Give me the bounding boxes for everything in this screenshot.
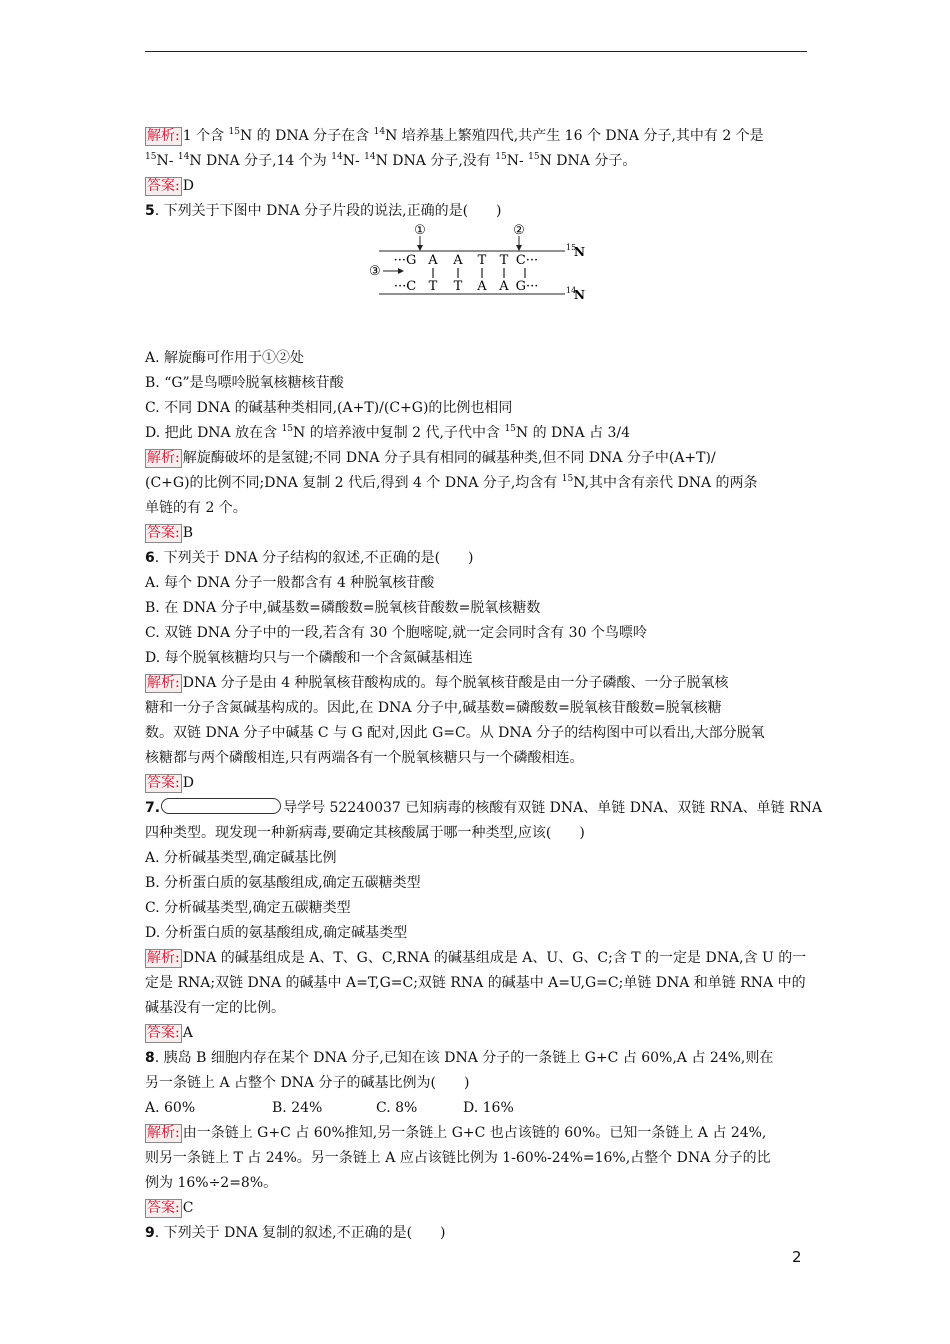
hydrogen-bonds: [433, 268, 525, 278]
q5-stem: [145, 201, 502, 221]
q8-analysis-2: [145, 1148, 771, 1168]
bottom-base: T: [428, 279, 438, 294]
q7-answer: [145, 1023, 193, 1043]
q6-d: [145, 648, 473, 668]
marker-1-arrowhead: [417, 245, 423, 251]
text-run: 由一条链上 G+C 占 60%推知,另一条链上 G+C 也占该链的 60%。已知一条链上 A 占 24%,: [182, 1125, 767, 1141]
dna-fragment-figure: [367, 220, 587, 305]
answer-tag: 答案:: [147, 1200, 180, 1216]
text-run: 单链的有 2 个。: [145, 500, 247, 516]
text-run: N 的 DNA 占 3/4: [515, 425, 631, 441]
header-rule: [145, 51, 807, 52]
text-run: N-: [156, 153, 178, 169]
q7-a: [145, 848, 336, 868]
text-run: C. 不同 DNA 的碱基种类相同,(A+T)/(C+G)的比例也相同: [145, 400, 513, 416]
question-number: 8: [145, 1050, 155, 1066]
top-base: T: [499, 253, 509, 268]
top-strand-label-sup: 15: [566, 243, 577, 252]
q6-answer: [145, 773, 194, 793]
top-base: A: [428, 253, 438, 268]
option-c: C. 8%: [376, 1100, 418, 1116]
top-base: A: [453, 253, 463, 268]
option-a: A. 60%: [145, 1100, 196, 1116]
q6-stem: [145, 548, 474, 568]
text-run: N-: [506, 153, 529, 169]
text-run: 例为 16%÷2=8%。: [145, 1175, 278, 1191]
text-run: 另一条链上 A 占整个 DNA 分子的碱基比例为( ): [145, 1075, 470, 1091]
q7-stem-2: [145, 823, 585, 843]
q8-analysis-1: [145, 1123, 766, 1143]
q7-b: [145, 873, 421, 893]
text-run: 导学号 52240037 已知病毒的核酸有双链 DNA、单链 DNA、双链 RNA、单链 RNA: [283, 800, 823, 816]
bottom-strand-label: N: [574, 288, 585, 302]
bottom-base: ···C: [393, 279, 417, 294]
q7-d: [145, 923, 407, 943]
isotope-superscript: 15: [281, 424, 294, 434]
text-run: N 培养基上繁殖四代,共产生 16 个 DNA 分子,其中有 2 个是: [385, 128, 764, 144]
q6-analysis-1: [145, 673, 729, 693]
text-run: . 胰岛 B 细胞内存在某个 DNA 分子,已知在该 DNA 分子的一条链上 G+C 占 60%,A 占 24%,则在: [154, 1050, 774, 1066]
bottom-base: A: [499, 279, 509, 294]
bottom-base: T: [453, 279, 463, 294]
answer-tag: 答案:: [147, 1025, 180, 1041]
bottom-strand-label-sup: 14: [566, 286, 577, 295]
question-number: 7: [145, 800, 155, 816]
text-run: A. 解旋酶可作用于①②处: [145, 350, 305, 366]
q6-c: [145, 623, 647, 643]
q4-answer: [145, 176, 194, 196]
question-number-dot: .: [154, 800, 161, 816]
q7-c: [145, 898, 351, 918]
q7-stem-1: [145, 798, 822, 818]
text-run: N-: [342, 153, 365, 169]
q6-analysis-3: [145, 723, 765, 743]
q5-c: [145, 398, 512, 418]
text-run: N,其中含有亲代 DNA 的两条: [573, 475, 758, 491]
text-run: B. “G”是鸟嘌呤脱氧核糖核苷酸: [145, 375, 344, 391]
text-run: N 的 DNA 分子在含: [239, 128, 374, 144]
q5-analysis-3: [145, 498, 247, 518]
q6-b: [145, 598, 540, 618]
isotope-superscript: 14: [331, 152, 343, 162]
q5-answer: [145, 523, 193, 543]
q5-analysis-1: [145, 448, 716, 468]
q7-analysis-1: [145, 948, 806, 968]
top-base: ···G: [393, 253, 417, 268]
bottom-base: A: [477, 279, 487, 294]
text-run: . 下列关于 DNA 复制的叙述,不正确的是( ): [154, 1225, 446, 1241]
text-run: D. 分析蛋白质的氨基酸组成,确定碱基类型: [145, 925, 408, 941]
text-run: A. 分析碱基类型,确定碱基比例: [145, 850, 337, 866]
q4-analysis-2: [145, 151, 636, 171]
text-run: 解旋酶破坏的是氢键;不同 DNA 分子具有相同的碱基种类,但不同 DNA 分子中(A+T)/: [182, 450, 716, 466]
question-number: 5: [145, 203, 155, 219]
text-run: DNA 的碱基组成是 A、T、G、C,RNA 的碱基组成是 A、U、G、C;含 T 的一定是 DNA,含 U 的一: [182, 950, 807, 966]
question-number: 6: [145, 550, 155, 566]
isotope-superscript: 15: [495, 152, 507, 162]
question-number: 9: [145, 1225, 155, 1241]
analysis-tag: 解析:: [147, 1125, 180, 1141]
text-run: N DNA 分子。: [539, 153, 637, 169]
q6-a: [145, 573, 434, 593]
text-run: N DNA 分子,14 个为: [189, 153, 332, 169]
option-b: B. 24%: [272, 1100, 323, 1116]
isotope-superscript: 15: [561, 474, 574, 484]
q7-analysis-2: [145, 973, 806, 993]
answer-tag: 答案:: [147, 775, 180, 791]
q6-analysis-4: [145, 748, 583, 768]
marker-2: ②: [513, 223, 525, 238]
isotope-superscript: 14: [364, 152, 376, 162]
top-base: C···: [515, 253, 539, 268]
q5-analysis-2: [145, 473, 758, 493]
marker-3-arrowhead: [398, 268, 404, 274]
answer-tag: 答案:: [147, 525, 180, 541]
isotope-superscript: 15: [504, 424, 516, 434]
q9-stem: [145, 1223, 446, 1243]
text-run: 定是 RNA;双链 DNA 的碱基中 A=T,G=C;双链 RNA 的碱基中 A=U,G=C;单链 DNA 和单链 RNA 中的: [145, 975, 806, 991]
study-number-badge: [161, 798, 281, 814]
q4-analysis-1: [145, 126, 764, 146]
text-run: N DNA 分子,没有: [375, 153, 496, 169]
text-run: N 的培养液中复制 2 代,子代中含: [293, 425, 505, 441]
text-run: 1 个含: [182, 128, 229, 144]
bottom-strand-bases: [394, 279, 539, 294]
text-run: 糖和一分子含氮碱基构成的。因此,在 DNA 分子中,碱基数=磷酸数=脱氧核苷酸数=脱氧核糖: [145, 700, 722, 716]
answer-tag: 答案:: [147, 178, 180, 194]
text-run: D. 把此 DNA 放在含: [145, 425, 282, 441]
top-strand-label: N: [574, 245, 585, 259]
text-run: C. 分析碱基类型,确定五碳糖类型: [145, 900, 351, 916]
text-run: B: [182, 525, 194, 541]
q8-stem-2: [145, 1073, 469, 1093]
analysis-tag: 解析:: [147, 450, 180, 466]
q8-options: [145, 1098, 545, 1118]
text-run: B. 在 DNA 分子中,碱基数=磷酸数=脱氧核苷酸数=脱氧核糖数: [145, 600, 541, 616]
isotope-superscript: 14: [373, 127, 386, 137]
q8-answer: [145, 1198, 193, 1218]
text-run: C. 双链 DNA 分子中的一段,若含有 30 个胞嘧啶,就一定会同时含有 30 个鸟嘌呤: [145, 625, 647, 641]
marker-1: ①: [414, 223, 426, 238]
text-run: DNA 分子是由 4 种脱氧核苷酸构成的。每个脱氧核苷酸是由一分子磷酸、一分子脱氧核: [182, 675, 729, 691]
text-run: 则另一条链上 T 占 24%。另一条链上 A 应占该链比例为 1-60%-24%=16%,占整个 DNA 分子的比: [145, 1150, 771, 1166]
text-run: (C+G)的比例不同;DNA 复制 2 代后,得到 4 个 DNA 分子,均含有: [145, 475, 562, 491]
text-run: 核糖都与两个磷酸相连,只有两端各有一个脱氧核糖只与一个磷酸相连。: [145, 750, 584, 766]
top-base: T: [477, 253, 487, 268]
analysis-tag: 解析:: [147, 950, 180, 966]
q6-analysis-2: [145, 698, 722, 718]
text-run: C: [182, 1200, 194, 1216]
text-run: D: [182, 775, 194, 791]
text-run: . 下列关于 DNA 分子结构的叙述,不正确的是( ): [154, 550, 474, 566]
isotope-superscript: 14: [177, 152, 190, 162]
marker-3: ③: [369, 264, 381, 279]
analysis-tag: 解析:: [147, 128, 180, 144]
isotope-superscript: 15: [228, 127, 240, 137]
q8-stem-1: [145, 1048, 773, 1068]
q8-analysis-3: [145, 1173, 277, 1193]
text-run: D: [182, 178, 194, 194]
q5-a: [145, 348, 304, 368]
text-run: 碱基没有一定的比例。: [145, 1000, 285, 1016]
text-run: 数。双链 DNA 分子中碱基 C 与 G 配对,因此 G=C。从 DNA 分子的结构图中可以看出,大部分脱氧: [145, 725, 765, 741]
option-d: D. 16%: [463, 1100, 514, 1116]
text-run: D. 每个脱氧核糖均只与一个磷酸和一个含氮碱基相连: [145, 650, 473, 666]
text-run: A. 每个 DNA 分子一般都含有 4 种脱氧核苷酸: [145, 575, 435, 591]
text-run: B. 分析蛋白质的氨基酸组成,确定五碳糖类型: [145, 875, 421, 891]
q5-d: [145, 423, 630, 443]
analysis-tag: 解析:: [147, 675, 180, 691]
isotope-superscript: 15: [145, 152, 157, 162]
isotope-superscript: 15: [528, 152, 540, 162]
page-number: 2: [792, 1248, 802, 1266]
q5-b: [145, 373, 344, 393]
q7-analysis-3: [145, 998, 285, 1018]
text-run: A: [182, 1025, 193, 1041]
bottom-base: G···: [515, 279, 539, 294]
top-strand-bases: [394, 253, 539, 268]
text-run: 四种类型。现发现一种新病毒,要确定其核酸属于哪一种类型,应该( ): [145, 825, 585, 841]
marker-2-arrowhead: [516, 245, 522, 251]
text-run: . 下列关于下图中 DNA 分子片段的说法,正确的是( ): [154, 203, 502, 219]
